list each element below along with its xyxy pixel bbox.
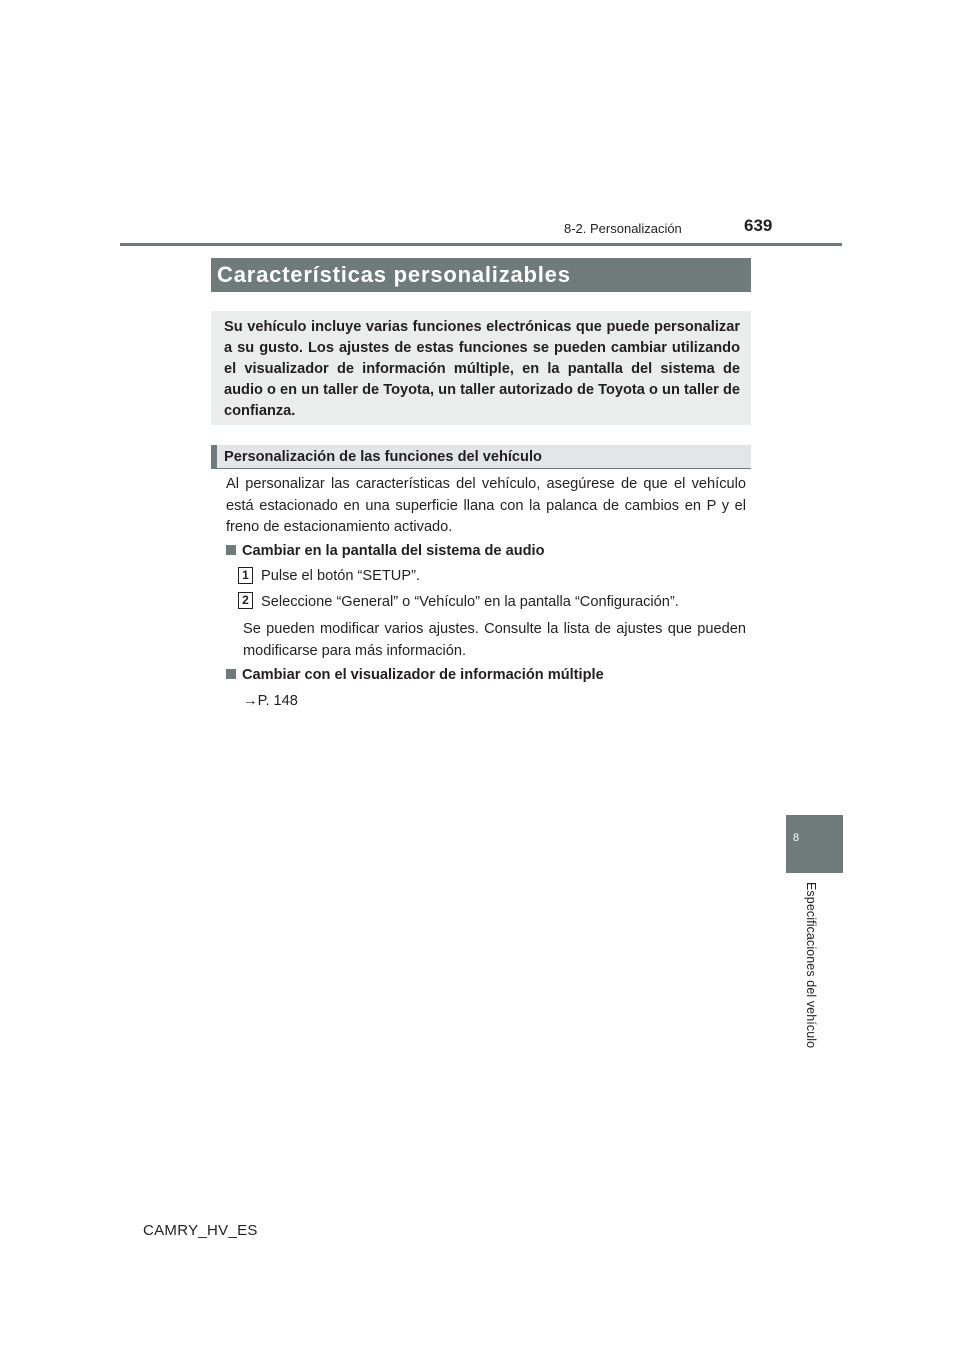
- header-divider: [120, 243, 842, 246]
- mid-heading: [226, 667, 604, 683]
- step-1-text: Pulse el botón “SETUP”.: [261, 568, 420, 584]
- page-title: Características personalizables: [217, 262, 571, 287]
- audio-heading: [226, 543, 545, 559]
- audio-heading-text: Cambiar en la pantalla del sistema de audio: [242, 543, 545, 559]
- page-number: 639: [744, 216, 773, 235]
- chapter-number: 8: [792, 832, 800, 844]
- chapter-side-title: Especificaciones del vehículo: [804, 882, 818, 1049]
- header-section-title: 8-2. Personalización: [564, 221, 682, 236]
- subsection-accent: [211, 445, 217, 469]
- square-bullet-icon: [226, 669, 236, 679]
- step-1-badge: 1: [238, 567, 253, 584]
- step-2-badge: 2: [238, 592, 253, 609]
- page-reference-link[interactable]: →P. 148: [243, 693, 298, 709]
- square-bullet-icon: [226, 545, 236, 555]
- chapter-tab: [786, 815, 843, 873]
- subsection-body: Al personalizar las características del vehículo, asegúrese de que el vehículo está estacionado en una superficie llana con la palanca de cambios en P y el freno de estacionamiento activado.: [226, 476, 746, 535]
- footer-model-code: CAMRY_HV_ES: [143, 1222, 258, 1239]
- audio-note: Se pueden modificar varios ajustes. Consulte la lista de ajustes que pueden modificarse para más información.: [243, 621, 746, 659]
- intro-text: Su vehículo incluye varias funciones electrónicas que puede personalizar a su gusto. Los ajustes de estas funciones se pueden cambiar utilizando el visualizador de información múltiple, en la pantalla del sistema de audio o en un taller de Toyota, un taller autorizado de Toyota o un taller de confianza.: [224, 319, 740, 419]
- mid-heading-text: Cambiar con el visualizador de información múltiple: [242, 667, 604, 683]
- subsection-title: Personalización de las funciones del vehículo: [224, 449, 542, 465]
- step-2-text: Seleccione “General” o “Vehículo” en la pantalla “Configuración”.: [261, 594, 679, 610]
